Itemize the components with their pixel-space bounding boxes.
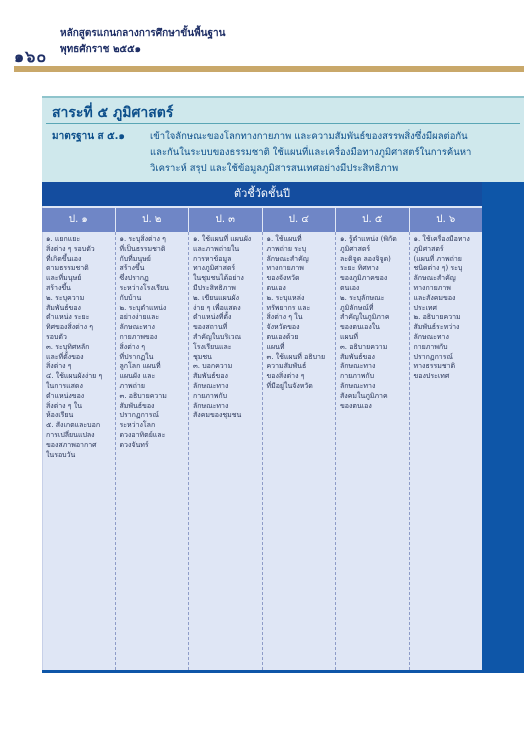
header-rule	[14, 66, 524, 72]
grade-header-p1: ป. ๑	[42, 208, 116, 232]
section-title: สาระที่ ๕ ภูมิศาสตร์	[52, 105, 174, 121]
grade-header-p3: ป. ๓	[189, 208, 263, 232]
indicator-column-p1	[42, 232, 116, 670]
indicator-item: ๑. ระบุสิ่งต่าง ๆ ที่เป็นธรรมชาติ กับที่มนุษย์ สร้างขึ้น ซึ่งปรากฏ ระหว่างโรงเรียน กับบ้าน	[119, 235, 169, 302]
header-subtitle: พุทธศักราช ๒๕๕๑	[60, 44, 142, 55]
header-title: หลักสูตรแกนกลางการศึกษาขั้นพื้นฐาน	[60, 28, 226, 39]
indicator-item: ๓. อธิบายความ สัมพันธ์ของ ปรากฏการณ์ ระหว่างโลก ดวงอาทิตย์และ ดวงจันทร์	[119, 391, 167, 449]
grade-header-p5: ป. ๕	[336, 208, 410, 232]
indicator-item: ๑. ใช้แผนที่ ภาพถ่าย ระบุ ลักษณะสำคัญ ทางกายภาพ ของจังหวัด ตนเอง	[266, 235, 309, 292]
indicator-item: ๓. ระบุทิศหลัก และที่ตั้งของ สิ่งต่าง ๆ	[46, 342, 90, 371]
indicator-item: ๔. ใช้แผนผังง่าย ๆ ในการแสดง ตำแหน่งของ สิ่งต่าง ๆ ใน ห้องเรียน	[46, 372, 103, 420]
indicator-column-p5	[336, 232, 410, 670]
indicator-item: ๒. ระบุลักษณะ ภูมิลักษณ์ที่ สำคัญในภูมิภาค ของตนเองใน แผนที่	[340, 293, 390, 341]
indicator-item: ๒. เขียนแผนผัง ง่าย ๆ เพื่อแสดง ตำแหน่งที่ตั้ง ของสถานที่ สำคัญในบริเวณ โรงเรียนและ ชุมชน	[193, 293, 242, 361]
grade-header-p2: ป. ๒	[116, 208, 190, 232]
right-color-band	[482, 182, 524, 670]
indicator-column-p6	[410, 232, 483, 670]
indicator-item: ๑. รู้ตำแหน่ง (พิกัด ภูมิศาสตร์ ละติจูด ลองจิจูด) ระยะ ทิศทาง ของภูมิภาคของ ตนเอง	[340, 235, 397, 292]
indicator-columns	[42, 232, 482, 670]
page-number: ๑๖๐	[14, 47, 48, 66]
indicator-item: ๓. ใช้แผนที่ อธิบาย ความสัมพันธ์ ของสิ่งต่าง ๆ ที่มีอยู่ในจังหวัด	[266, 352, 326, 390]
grade-header-p4: ป. ๔	[263, 208, 337, 232]
indicator-header: ตัวชี้วัดชั้นปี	[42, 182, 482, 206]
standard-text-line: และกันในระบบของธรรมชาติ ใช้แผนที่และเครื่องมือทางภูมิศาสตร์ในการค้นหา	[150, 147, 472, 158]
grade-row	[42, 208, 482, 232]
grade-header-p6: ป. ๖	[410, 208, 483, 232]
indicator-item: ๓. อธิบายความ สัมพันธ์ของ ลักษณะทาง กายภาพกับ ลักษณะทาง สังคมในภูมิภาค ของตนเอง	[340, 342, 388, 410]
indicator-item: ๑. แยกแยะ สิ่งต่าง ๆ รอบตัว ที่เกิดขึ้นเอง ตามธรรมชาติ และที่มนุษย์ สร้างขึ้น	[46, 235, 95, 292]
indicator-item: ๓. บอกความ สัมพันธ์ของ ลักษณะทาง กายภาพกับ ลักษณะทาง สังคมของชุมชน	[193, 362, 242, 420]
indicator-item: ๑. ใช้เครื่องมือทาง ภูมิศาสตร์ (แผนที่ ภาพถ่าย ชนิดต่าง ๆ) ระบุ ลักษณะสำคัญ ทางกายภาพ และสังคมของ ประเทศ	[413, 235, 470, 312]
indicator-column-p3	[189, 232, 263, 670]
indicator-item: ๑. ใช้แผนที่ แผนผัง และภาพถ่ายใน การหาข้อมูล ทางภูมิศาสตร์ ในชุมชนได้อย่าง มีประสิทธิภาพ	[193, 235, 252, 292]
indicator-item: ๒. อธิบายความ สัมพันธ์ระหว่าง ลักษณะทาง กายภาพกับ ปรากฏการณ์ ทางธรรมชาติ ของประเทศ	[413, 313, 461, 381]
section-box	[42, 96, 524, 182]
indicator-item: ๒. ระบุแหล่ง ทรัพยากร และ สิ่งต่าง ๆ ใน จังหวัดของ ตนเองด้วย แผนที่	[266, 293, 311, 351]
indicator-item: ๕. สังเกตและบอก การเปลี่ยนแปลง ของสภาพอากาศ ในรอบวัน	[46, 421, 101, 459]
section-divider	[46, 123, 520, 124]
indicator-item: ๒. ระบุตำแหน่ง อย่างง่ายและ ลักษณะทาง กายภาพของ สิ่งต่าง ๆ ที่ปรากฏใน ลูกโลก แผนที่ แผนผัง และ ภาพถ่าย	[119, 303, 167, 390]
standard-text-line: วิเคราะห์ สรุป และใช้ข้อมูลภูมิสารสนเทศอย่างมีประสิทธิภาพ	[150, 163, 399, 174]
standard-text-line: เข้าใจลักษณะของโลกทางกายภาพ และความสัมพันธ์ของสรรพสิ่งซึ่งมีผลต่อกัน	[150, 131, 468, 142]
indicator-column-p4	[263, 232, 337, 670]
bottom-strip	[42, 670, 524, 673]
indicator-item: ๒. ระบุความ สัมพันธ์ของ ตำแหน่ง ระยะ ทิศของสิ่งต่าง ๆ รอบตัว	[46, 293, 94, 341]
standard-label: มาตรฐาน ส ๕.๑	[52, 131, 125, 142]
indicator-column-p2	[116, 232, 190, 670]
